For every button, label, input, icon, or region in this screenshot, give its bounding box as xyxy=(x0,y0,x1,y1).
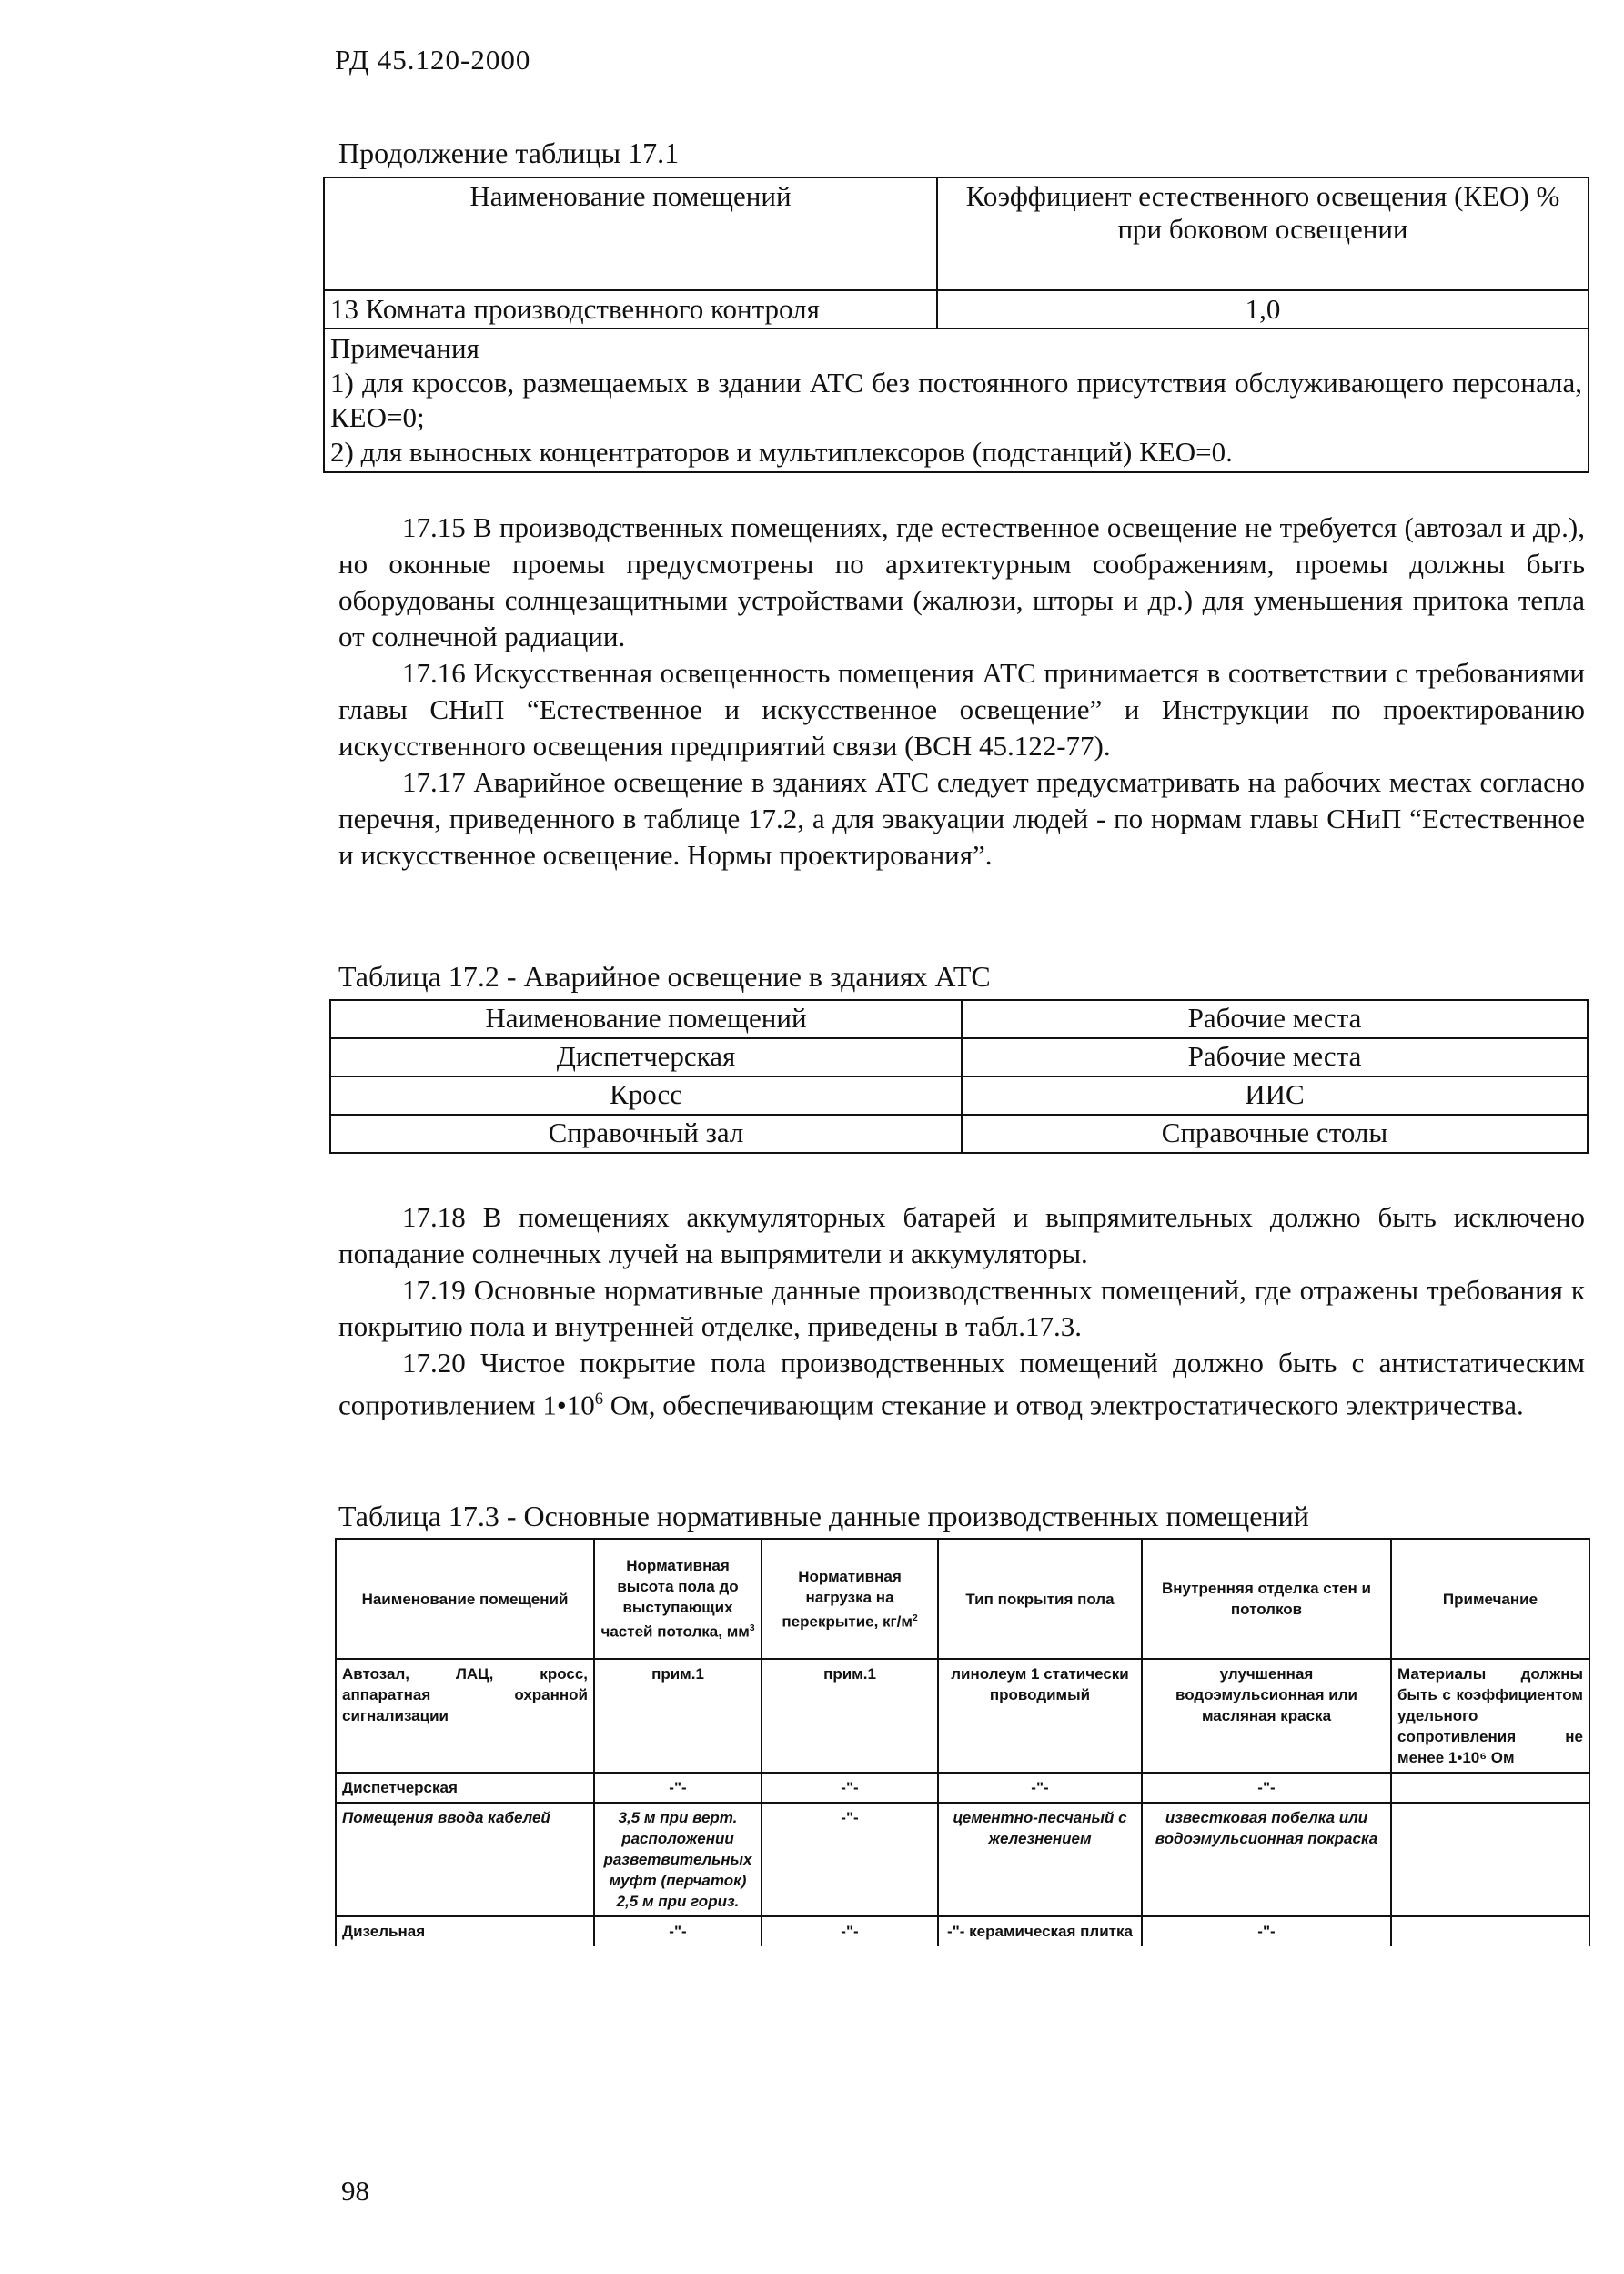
table-header-cell: Рабочие места xyxy=(962,1000,1588,1038)
table-header-cell: Наименование помещений xyxy=(336,1539,594,1659)
table1-caption: Продолжение таблицы 17.1 xyxy=(338,136,680,169)
table-row xyxy=(330,1115,1588,1153)
table-cell: -"- xyxy=(1142,1773,1391,1803)
table-cell: ИИС xyxy=(962,1076,1588,1115)
table-cell: улучшенная водоэмульсионная или масляная краска xyxy=(1142,1659,1391,1773)
table-17-1 xyxy=(323,177,1589,473)
page-number: 98 xyxy=(341,2175,369,2207)
table-cell: 13 Комната производственного контроля xyxy=(324,290,937,328)
table-cell xyxy=(1391,1916,1589,1946)
table-notes xyxy=(324,328,1589,472)
paragraph-17-19: 17.19 Основные нормативные данные производственных помещений, где отражены требования к покрытию пола и внутренней отделке, приведены в табл.17.3. xyxy=(338,1274,1585,1342)
table-header-cell: Нормативная нагрузка на перекрытие, $кг/м^2$ xyxy=(762,1539,938,1659)
paragraph-17-17: 17.17 Аварийное освещение в зданиях АТС следует предусматривать на рабочих местах согласно перечня, приведенного в таблице 17.2, а для эвакуации людей - по нормам главы СНиП “Естественное и искусственное освещение. Нормы проектирования”. xyxy=(338,766,1585,871)
table-header-cell: Наименование помещений xyxy=(330,1000,962,1038)
table-row xyxy=(336,1773,1589,1803)
table-cell: -"- xyxy=(594,1916,762,1946)
table-cell: Справочные столы xyxy=(962,1115,1588,1153)
table-cell: Справочный зал xyxy=(330,1115,962,1153)
table-cell: -"- xyxy=(762,1803,938,1916)
table-header-cell: Тип покрытия пола xyxy=(938,1539,1142,1659)
table-cell: Автозал, ЛАЦ, кросс, аппаратная охранной сигнализации xyxy=(336,1659,594,1773)
table-cell: известковая побелка или водоэмульсионная покраска xyxy=(1142,1803,1391,1916)
table-header-cell: Внутренняя отделка стен и потолков xyxy=(1142,1539,1391,1659)
table-cell: прим.1 xyxy=(762,1659,938,1773)
table-header-row xyxy=(324,177,1589,290)
table-cell: Дизельная xyxy=(336,1916,594,1946)
exponent: 6 xyxy=(594,1390,603,1409)
table-header-row xyxy=(336,1539,1589,1659)
table-17-3 xyxy=(335,1538,1590,1946)
table-cell: 1,0 xyxy=(937,290,1589,328)
table-header-cell: Нормативная высота пола до выступающих частей потолка, $мм^3$ xyxy=(594,1539,762,1659)
paragraph-group xyxy=(338,510,1585,874)
table-cell: цементно-песчаный с железнением xyxy=(938,1803,1142,1916)
paragraph-text: 17.20 Чистое покрытие пола производственных помещений должно быть с антистатическим сопротивлением 1•10 xyxy=(338,1347,1585,1421)
table-row xyxy=(330,1076,1588,1115)
table-cell: Помещения ввода кабелей xyxy=(336,1803,594,1916)
table-cell: Материалы должны быть с коэффициентом удельного сопротивления не менее 1•10⁶ Ом xyxy=(1391,1659,1589,1773)
paragraph-17-15: 17.15 В производственных помещениях, где естественное освещение не требуется (автозал и др.), но оконные проемы предусмотрены по архитектурным соображениям, проемы должны быть оборудованы солнцезащитными устройствами (жалюзи, шторы и др.) для уменьшения притока тепла от солнечной радиации. xyxy=(338,511,1585,652)
table-cell: -"- керамическая плитка xyxy=(938,1916,1142,1946)
table-cell xyxy=(1391,1803,1589,1916)
table-cell: -"- xyxy=(1142,1916,1391,1946)
paragraph-17-18: 17.18 В помещениях аккумуляторных батарей и выпрямительных должно быть исключено попадание солнечных лучей на выпрямители и аккумуляторы. xyxy=(338,1201,1585,1269)
table-cell: прим.1 xyxy=(594,1659,762,1773)
table-header-row xyxy=(330,1000,1588,1038)
table-header-cell: Примечание xyxy=(1391,1539,1589,1659)
table2-caption: Таблица 17.2 - Аварийное освещение в зданиях АТС xyxy=(338,960,991,993)
paragraph-17-16: 17.16 Искусственная освещенность помещения АТС принимается в соответствии с требованиями главы СНиП “Естественное и искусственное освещение” и Инструкции по проектированию искусственного освещения предприятий связи (ВСН 45.122-77). xyxy=(338,657,1585,762)
table-cell: -"- xyxy=(938,1773,1142,1803)
paragraph-group xyxy=(338,1199,1585,1423)
document-header: РД 45.120-2000 xyxy=(335,44,531,76)
table-cell: -"- xyxy=(762,1773,938,1803)
table-header-cell: Наименование помещений xyxy=(324,177,937,290)
table-cell: 3,5 м при верт. расположении разветвительных муфт (перчаток) 2,5 м при гориз. xyxy=(594,1803,762,1916)
table-notes-row xyxy=(324,328,1589,472)
table3-caption: Таблица 17.3 - Основные нормативные данные производственных помещений xyxy=(338,1500,1309,1532)
table-cell: линолеум 1 статически проводимый xyxy=(938,1659,1142,1773)
paragraph-17-20 xyxy=(338,1345,1585,1423)
table-cell: Диспетчерская xyxy=(330,1038,962,1076)
table-cell: -"- xyxy=(762,1916,938,1946)
table-cell: -"- xyxy=(594,1773,762,1803)
table-row xyxy=(324,290,1589,328)
table-cell xyxy=(1391,1773,1589,1803)
paragraph-text: Ом, обеспечивающим стекание и отвод электростатического электричества. xyxy=(603,1389,1524,1421)
note-item: 1) для кроссов, размещаемых в здании АТС без постоянного присутствия обслуживающего персонала, КЕО=0; xyxy=(330,367,1582,433)
table-cell: Диспетчерская xyxy=(336,1773,594,1803)
table-cell: Рабочие места xyxy=(962,1038,1588,1076)
table-row xyxy=(336,1803,1589,1916)
table-header-cell: Коэффициент естественного освещения (КЕО) % при боковом освещении xyxy=(937,177,1589,290)
note-item: 2) для выносных концентраторов и мультиплексоров (подстанций) КЕО=0. xyxy=(330,436,1233,468)
notes-title: Примечания xyxy=(330,332,479,364)
table-cell: Кросс xyxy=(330,1076,962,1115)
table-row xyxy=(336,1916,1589,1946)
table-row xyxy=(330,1038,1588,1076)
table-row xyxy=(336,1659,1589,1773)
table-17-2 xyxy=(329,999,1589,1154)
